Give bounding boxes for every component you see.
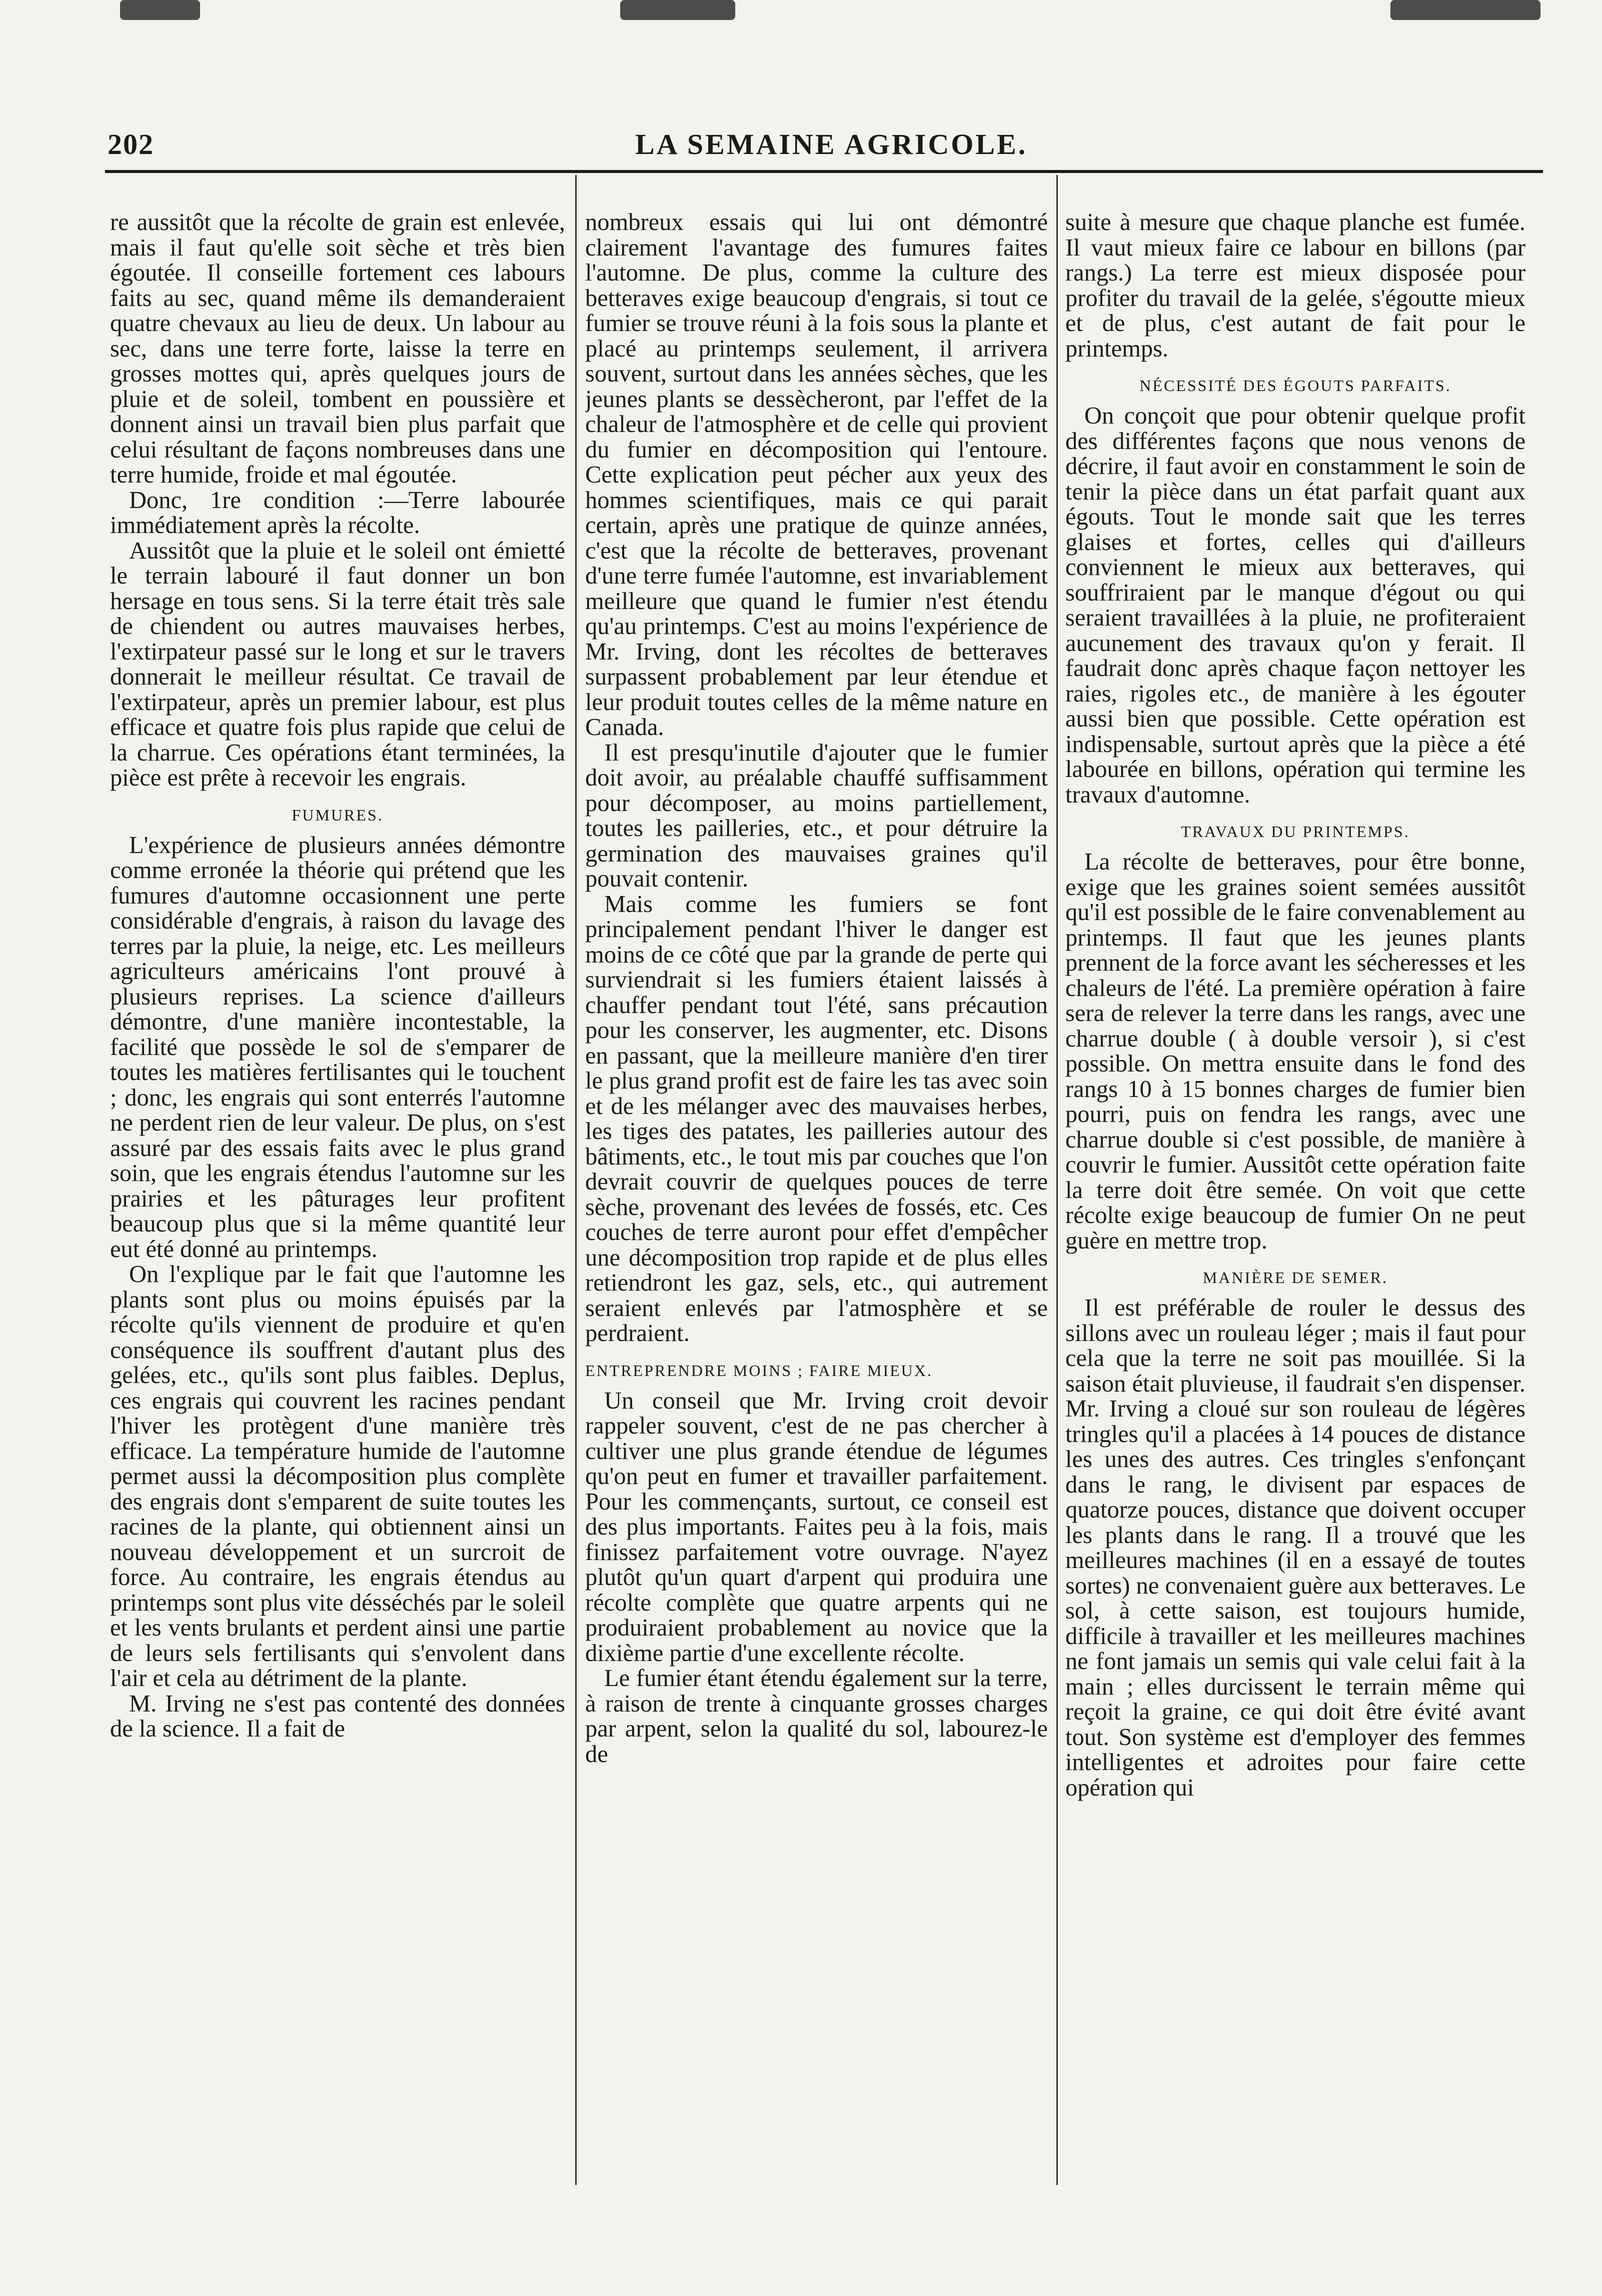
paragraph: Le fumier étant étendu également sur la terre, à raison de trente à cinquante grosses charges par arpent, selon la qualité du sol, labourez-le de xyxy=(585,1665,1048,1768)
paragraph: re aussitôt que la récolte de grain est enlevée, mais il faut qu'elle soit sèche et très bien égoutée. Il conseille fortement ces labours faits au sec, quand même ils demanderaient quatre chevaux au lieu de deux. Un labour au sec, dans une terre forte, laisse la terre en grosses mottes qui, après quelques jours de pluie et de soleil, tombent en poussière et donnent ainsi un travail bien plus parfait que celui résultant de façons nombreuses dans une terre humide, froide et mal égoutée. xyxy=(110,210,565,488)
top-edge-smudge xyxy=(120,0,200,20)
paragraph: Mais comme les fumiers se font principalement pendant l'hiver le danger est moins de ce côté que par la grande de perte qui surviendrait si les fumiers étaient laissés à chauffer pendant tout l'été, sans précaution pour les conserver, les augmenter, etc. Disons en passant, que la meilleure manière d'en tirer le plus grand profit est de faire les tas avec soin et de les mélanger avec des mauvaises herbes, les tiges des patates, les pailleries autour des bâtiments, etc., le tout mis par couches que l'on devrait couvrir de quelques pouces de terre sèche, provenant des levées de fossés, etc. Ces couches de terre auront pour effet d'empêcher une décomposition trop rapide et de plus elles retiendront les gaz, sels, etc., qui autrement seraient enlevés par l'atmosphère et se perdraient. xyxy=(585,890,1048,1346)
column-separator xyxy=(1056,175,1058,2185)
column-separator xyxy=(575,175,577,2185)
paragraph: On conçoit que pour obtenir quelque profit des différentes façons que nous venons de décrire, il faut avoir en constamment le soin de tenir la pièce dans un état parfait quant aux égouts. Tout le monde sait que les terres glaises et fortes, celles qui d'ailleurs conviennent le mieux aux betteraves, qui souffriraient par le manque d'égout ou qui seraient travaillées à la pluie, ne profiteraient aucunement des travaux qu'on y ferait. Il faudrait donc après chaque façon nettoyer les raies, rigoles etc., de manière à les égouter aussi bien que possible. Cette opération est indispensable, surtout après que la pièce a été labourée en billons, opération qui termine les travaux d'automne. xyxy=(1065,402,1525,808)
top-edge-smudge xyxy=(620,0,735,20)
paragraph: suite à mesure que chaque planche est fumée. Il vaut mieux faire ce labour en billons (par rangs.) La terre est mieux disposée pour profiter du travail de la gelée, s'égoutte mieux et de plus, c'est autant de fait pour le printemps. xyxy=(1065,210,1525,362)
section-heading: FUMURES. xyxy=(292,806,384,824)
paragraph: Il est préférable de rouler le dessus des sillons avec un rouleau léger ; mais il faut pour cela que la terre ne soit pas mouillée. Si la saison était pluvieuse, il faudrait s'en dispenser. Mr. Irving a cloué sur son rouleau de légères tringles qu'il a placées à 14 pouces de distance les unes des autres. Ces tringles s'enfonçant dans le rang, le divisent par espaces de quatorze pouces, distance que doivent occuper les plants dans le rang. Il a trouvé que les meilleures machines (il en a essayé de toutes sortes) ne convenaient guère aux betteraves. Le sol, à cette saison, est toujours humide, difficile à travailler et les meilleures machines ne font jamais un semis qui vale celui fait à la main ; elles durcissent le terrain même qui reçoit la graine, ce qui doit être évité avant tout. Son système est d'employer des femmes intelligentes et adroites pour faire cette opération qui xyxy=(1065,1294,1525,1801)
paragraph: M. Irving ne s'est pas contenté des données de la science. Il a fait de xyxy=(110,1690,565,1742)
paragraph: Il est presqu'inutile d'ajouter que le fumier doit avoir, au préalable chauffé suffisamment pour décomposer, au moins partiellement, toutes les pailleries, etc., et pour détruire la germination des mauvaises graines qu'il pouvait contenir. xyxy=(585,739,1048,892)
paragraph: L'expérience de plusieurs années démontre comme erronée la théorie qui prétend que les fumures d'automne occasionnent une perte considérable d'engrais, à raison du lavage des terres par la pluie, la neige, etc. Les meilleurs agriculteurs américains l'ont prouvé à plusieurs reprises. La science d'ailleurs démontre, d'une manière incontestable, la facilité que possède le sol de s'emparer de toutes les matières fertilisantes qui le touchent ; donc, les engrais qui sont enterrés l'automne ne perdent rien de leur valeur. De plus, on s'est assuré par des essais faits avec le plus grand soin, que les engrais étendus l'automne sur les prairies et les pâturages leur profitent beaucoup plus que si la même quantité leur eut été donné au printemps. xyxy=(110,832,565,1262)
text-column-1 xyxy=(110,210,565,2200)
paragraph: On l'explique par le fait que l'automne les plants sont plus ou moins épuisés par la récolte qu'ils viennent de produire et qu'en conséquence ils souffrent d'autant plus des gelées, etc., qu'ils sont plus faibles. Deplus, ces engrais qui couvrent les racines pendant l'hiver les protègent d'une manière très efficace. La température humide de l'automne permet aussi la décomposition plus complète des engrais dont s'emparent de suite toutes les racines de la plante, qui obtiennent ainsi un nouveau développement et un surcroit de force. Au contraire, les engrais étendus au printemps sont plus vite désséchés par le soleil et les vents brulants et perdent ainsi une partie de leurs sels fertilisants qui s'envolent dans l'air et cela au détriment de la plante. xyxy=(110,1261,565,1692)
paragraph: Aussitôt que la pluie et le soleil ont émietté le terrain labouré il faut donner un bon hersage en tous sens. Si la terre était très sale de chiendent ou autres mauvaises herbes, l'extirpateur passé sur le long et sur le travers donnerait le meilleur résultat. Ce travail de l'extirpateur, après un premier labour, est plus efficace et quatre fois plus rapide que celui de la charrue. Ces opérations étant terminées, la pièce est prête à recevoir les engrais. xyxy=(110,537,565,791)
section-heading: ENTREPRENDRE MOINS ; FAIRE MIEUX. xyxy=(585,1361,933,1380)
header-rule xyxy=(105,170,1543,173)
section-heading: TRAVAUX DU PRINTEMPS. xyxy=(1181,822,1410,840)
paragraph: Un conseil que Mr. Irving croit devoir rappeler souvent, c'est de ne pas chercher à cultiver une plus grande étendue de légumes qu'on peut en fumer et travailler parfaitement. Pour les commençants, surtout, ce conseil est des plus importants. Faites peu à la fois, mais finissez parfaitement votre ouvrage. N'ayez plutôt qu'un quart d'arpent qui produira une récolte complète que quatre arpents qui ne produiraient probablement au novice que la dixième partie d'une excellente récolte. xyxy=(585,1387,1048,1666)
text-column-3 xyxy=(1065,210,1525,2200)
paragraph: La récolte de betteraves, pour être bonne, exige que les graines soient semées aussitôt qu'il est possible de le faire convenablement au printemps. Il faut que les jeunes plants prennent de la force avant les sécheresses et les chaleurs de l'été. La première opération à faire sera de relever la terre dans les rangs, avec une charrue double ( à double versoir ), si c'est possible. On mettra ensuite dans le fond des rangs 10 à 15 bonnes charges de fumier bien pourri, puis on fendra les rangs, avec une charrue double si c'est possible, de manière à couvrir le fumier. Aussitôt cette opération faite la terre doit être semée. On voit que cette récolte exige beaucoup de fumier On ne peut guère en mettre trop. xyxy=(1065,848,1525,1254)
section-heading: MANIÈRE DE SEMER. xyxy=(1202,1268,1388,1286)
page-title: LA SEMAINE AGRICOLE. xyxy=(635,128,1028,160)
paragraph: nombreux essais qui lui ont démontré clairement l'avantage des fumures faites l'automne. De plus, comme la culture des betteraves exige beaucoup d'engrais, si tout ce fumier se trouve réuni à la fois sous la plante et placé au printemps seulement, il arrivera souvent, surtout dans les années sèches, que les jeunes plants se dessècheront, par l'effet de la chaleur de l'atmosphère et de celle qui provient du fumier en décomposition qui l'entoure. Cette explication peut pécher aux yeux des hommes scientifiques, mais ce qui parait certain, après une pratique de quinze années, c'est que la récolte de betteraves, provenant d'une terre fumée l'automne, est invariablement meilleure que quand le fumier n'est étendu qu'au printemps. C'est au moins l'expérience de Mr. Irving, dont les récoltes de betteraves surpassent probablement par leur étendue et leur produit toutes celles de la même nature en Canada. xyxy=(585,210,1048,740)
text-column-2 xyxy=(585,210,1048,2200)
page-number: 202 xyxy=(108,128,154,160)
paragraph: Donc, 1re condition :—Terre labourée immédiatement après la récolte. xyxy=(110,486,565,538)
section-heading: NÉCESSITÉ DES ÉGOUTS PARFAITS. xyxy=(1139,376,1451,394)
top-edge-smudge xyxy=(1390,0,1540,20)
